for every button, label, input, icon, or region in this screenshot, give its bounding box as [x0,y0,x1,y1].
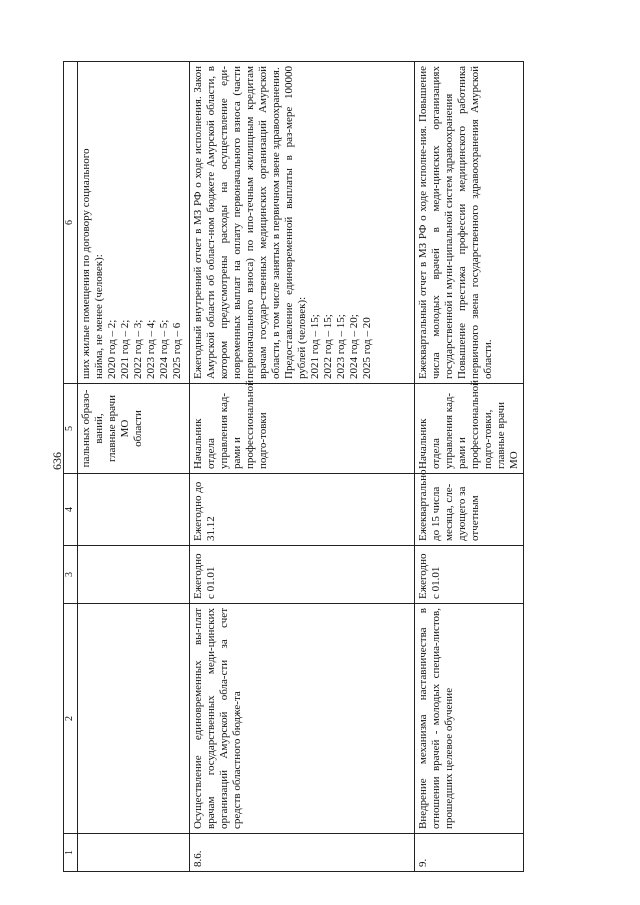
cell-row-number: 8.6. [190,834,415,872]
header-row [64,62,78,872]
text-line: пальных образо- [80,389,92,468]
table-row-continued [78,62,190,872]
cell-start-date: Ежегодно с 01.01 [415,546,524,604]
text-line: Предоставление единовременной выплаты в раз-мере 100000 рублей (человек): [282,66,308,379]
text-line: 2023 год – 15; [334,314,347,379]
cell-responsible [78,384,190,474]
cell-result [190,62,415,384]
result-text: Ежегодный внутренний отчет в МЗ РФ о ходе исполнения. Закон Амурской области об област-ном бюджете Амурской области, в котором предусмотрены расходы на осуществление еди-новременных выплат на оплату первоначального взноса (части первоначального взноса) по ипо-течным жилищным кредитам врачам государ-ственных медицинских организаций Амурской области, в том числе занятых в первичном звене здравоохранения. [192,66,282,379]
text-line: 2020 год – 2; [105,319,118,379]
cell-row-number: 9. [415,834,524,872]
text-line: 2024 год – 5; [157,319,170,379]
text-line: ваний, [92,413,105,444]
cell-measure-name: Внедрение механизма наставничества в отношении врачей - молодых специа-листов, прошедших целевое обучение [415,604,524,834]
text-line: 2021 год – 2; [118,319,131,379]
table-row-9 [415,62,524,872]
cell-responsible: Начальник отдела управления кад-рами и профессиональной подго-товки [190,384,415,474]
rotated-table-container [63,62,519,872]
text-line: 2023 год – 4; [144,319,157,379]
cell-measure-name: Осуществление единовременных вы-плат врачам государственных меди-цинских организаций Амурской обла-сти за счет средств областного бюдже-та [190,604,415,834]
header-col-4: 4 [64,474,78,546]
text-line: 2025 год – 20 [360,317,373,379]
cell-empty [78,834,190,872]
text-line: найма, не менее (человек): [92,254,105,379]
cell-responsible: Начальник отдела управления кад-рами и профессиональной подго-товки, главные врачи МО [415,384,524,474]
header-col-2: 2 [64,604,78,834]
page-number: 636 [50,452,64,470]
text-line: Повышение престижа профессии медицинского работника первичного звена государственного здравоохранения Амурской области. [455,66,494,379]
cell-empty [78,546,190,604]
cell-empty [78,474,190,546]
result-text: Ежеквартальный отчет в МЗ РФ о ходе исполне-ния. Повышение числа молодых врачей в меди-цинских организациях государственной и муни-ципальной систем здравоохранения [417,66,455,379]
text-line: ших жилые помещения по договору социального [80,148,92,379]
text-line: 2021 год – 15; [308,314,321,379]
text-line: 2025 год – 6 [170,322,183,379]
text-line: главные врачи МО [105,395,131,462]
cell-report-deadline: Ежегодно до 31.12 [190,474,415,546]
cell-result [415,62,524,384]
header-col-1: 1 [64,834,78,872]
cell-empty [78,604,190,834]
text-line: области [131,410,144,447]
cell-start-date: Ежегодно с 01.01 [190,546,415,604]
table-row-8-6 [190,62,415,872]
measures-table [63,61,524,872]
text-line: 2024 год – 20; [347,314,360,379]
cell-report-deadline: Ежеквартально до 15 числа месяца, сле-дующего за отчетным [415,474,524,546]
text-line: 2022 год – 15; [321,314,334,379]
cell-result [78,62,190,384]
header-col-5: 5 [64,384,78,474]
header-col-6: 6 [64,62,78,384]
text-line: 2022 год – 3; [131,319,144,379]
header-col-3: 3 [64,546,78,604]
